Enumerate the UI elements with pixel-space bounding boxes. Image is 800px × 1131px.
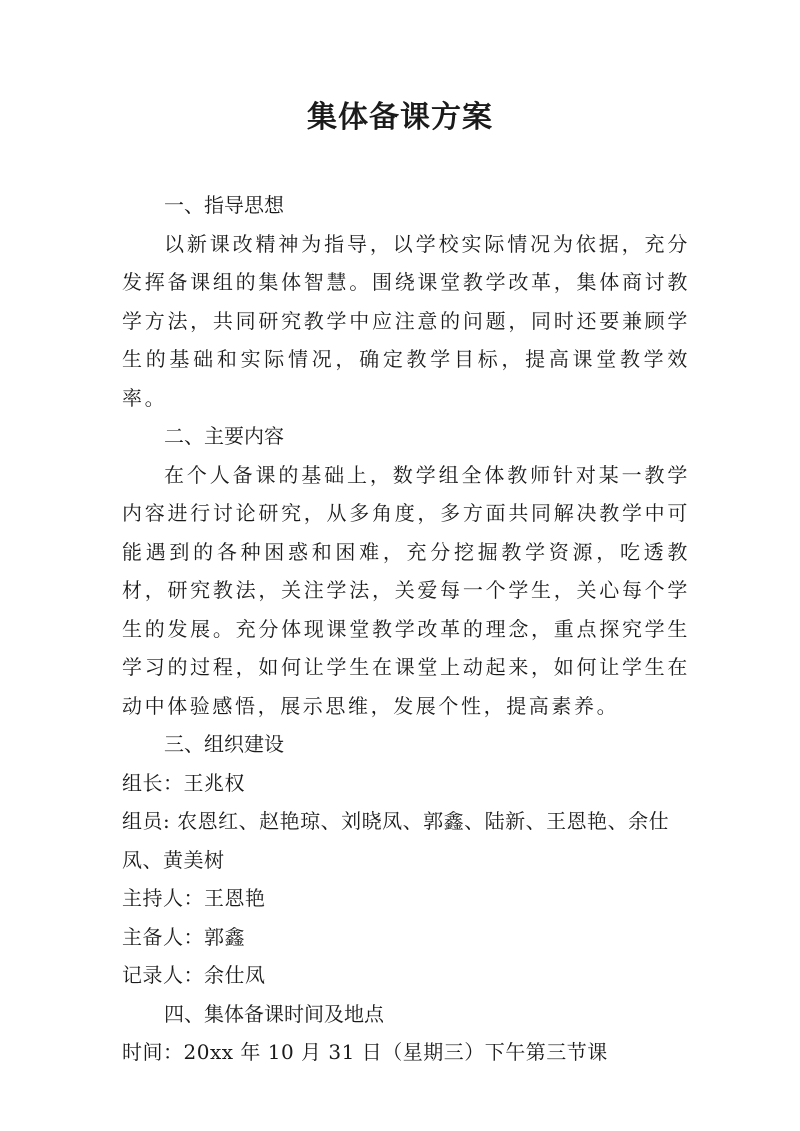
section-heading-main-content: 二、主要内容: [164, 424, 284, 448]
section-heading-guiding-ideology: 一、指导思想: [164, 193, 284, 217]
document-title: 集体备课方案: [307, 100, 493, 135]
section-heading-organization: 三、组织建设: [164, 732, 284, 756]
document-body: [122, 186, 690, 1072]
host: 主持人：王恩艳: [122, 886, 266, 910]
meeting-time: 时间：20xx 年 10 月 31 日（星期三）下午第三节课: [122, 1040, 608, 1064]
group-leader: 组长：王兆权: [122, 770, 245, 795]
section-paragraph-guiding-ideology: 以新课改精神为指导，以学校实际情况为依据，充分发挥备课组的集体智慧。围绕课堂教学改革，集体商讨教学方法，共同研究教学中应注意的问题，同时还要兼顾学生的基础和实际情况，确定教学目标，提高课堂教学效率。: [122, 231, 690, 410]
group-members: 组员: 农恩红、赵艳琼、刘晓凤、郭鑫、陆新、王恩艳、余仕凤、黄美树: [122, 809, 670, 872]
main-preparer: 主备人：郭鑫: [122, 924, 245, 949]
section-paragraph-main-content: 在个人备课的基础上，数学组全体教师针对某一教学内容进行讨论研究，从多角度，多方面共同解决教学中可能遇到的各种困惑和困难，充分挖掘教学资源，吃透教材，研究教法，关注学法，关爱每一个学生，关心每个学生的发展。充分体现课堂教学改革的理念，重点探究学生学习的过程，如何让学生在课堂上动起来，如何让学生在动中体验感悟，展示思维，发展个性，提高素养。: [122, 462, 690, 718]
section-heading-time-place: 四、集体备课时间及地点: [164, 1001, 384, 1026]
recorder: 记录人：余仕凤: [122, 963, 266, 987]
